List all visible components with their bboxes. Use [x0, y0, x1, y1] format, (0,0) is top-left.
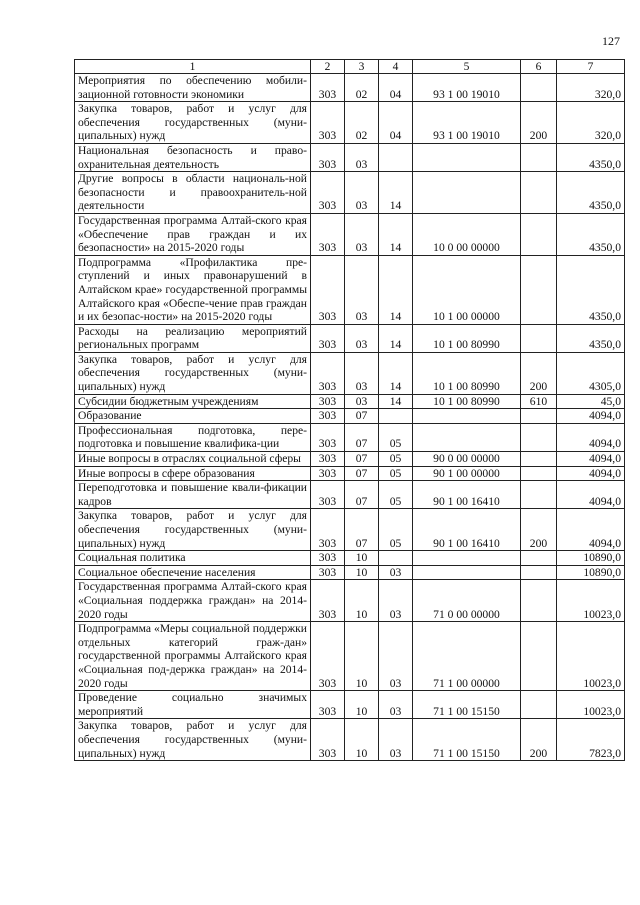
table-row	[75, 394, 625, 409]
expense-type-cell	[521, 565, 557, 580]
ministry-code-cell: 303	[311, 213, 345, 255]
subsection-code-cell: 05	[379, 481, 413, 509]
amount-cell: 4094,0	[557, 409, 625, 424]
table-row	[75, 622, 625, 691]
amount-cell: 4094,0	[557, 466, 625, 481]
item-name-cell: Субсидии бюджетным учреждениям	[75, 394, 311, 409]
subsection-code-cell	[379, 551, 413, 566]
ministry-code-cell: 303	[311, 172, 345, 214]
header-cell: 7	[557, 60, 625, 74]
item-name-cell: Иные вопросы в отраслях социальной сферы	[75, 452, 311, 467]
table-row	[75, 74, 625, 102]
target-article-cell: 71 1 00 15150	[413, 719, 521, 761]
target-article-cell: 93 1 00 19010	[413, 102, 521, 144]
subsection-code-cell: 14	[379, 213, 413, 255]
section-code-cell: 03	[345, 143, 379, 171]
subsection-code-cell	[379, 409, 413, 424]
item-name-cell: Мероприятия по обеспечению мобили-зационной готовности экономики	[75, 74, 311, 102]
target-article-cell: 90 0 00 00000	[413, 452, 521, 467]
table-row	[75, 255, 625, 324]
ministry-code-cell: 303	[311, 580, 345, 622]
expense-type-cell	[521, 691, 557, 719]
amount-cell: 7823,0	[557, 719, 625, 761]
item-name-cell: Профессиональная подготовка, пере-подготовка и повышение квалифика-ции	[75, 423, 311, 451]
section-code-cell: 03	[345, 172, 379, 214]
table-row	[75, 691, 625, 719]
budget-table	[74, 59, 625, 761]
amount-cell: 4350,0	[557, 255, 625, 324]
section-code-cell: 03	[345, 352, 379, 394]
table-row	[75, 580, 625, 622]
item-name-cell: Закупка товаров, работ и услуг для обеспечения государственных (муни-ципальных) нужд	[75, 509, 311, 551]
target-article-cell: 10 1 00 00000	[413, 255, 521, 324]
section-code-cell: 07	[345, 409, 379, 424]
table-body	[75, 74, 625, 761]
section-code-cell: 10	[345, 565, 379, 580]
section-code-cell: 07	[345, 452, 379, 467]
section-code-cell: 02	[345, 102, 379, 144]
amount-cell: 4350,0	[557, 143, 625, 171]
subsection-code-cell: 03	[379, 719, 413, 761]
section-code-cell: 10	[345, 580, 379, 622]
target-article-cell: 93 1 00 19010	[413, 74, 521, 102]
section-code-cell: 07	[345, 423, 379, 451]
table-row	[75, 565, 625, 580]
item-name-cell: Социальная политика	[75, 551, 311, 566]
header-cell: 6	[521, 60, 557, 74]
table-row	[75, 324, 625, 352]
item-name-cell: Переподготовка и повышение квали-фикации кадров	[75, 481, 311, 509]
subsection-code-cell: 14	[379, 172, 413, 214]
subsection-code-cell: 05	[379, 452, 413, 467]
ministry-code-cell: 303	[311, 452, 345, 467]
ministry-code-cell: 303	[311, 622, 345, 691]
amount-cell: 4094,0	[557, 481, 625, 509]
target-article-cell	[413, 551, 521, 566]
ministry-code-cell: 303	[311, 324, 345, 352]
item-name-cell: Социальное обеспечение населения	[75, 565, 311, 580]
amount-cell: 10023,0	[557, 691, 625, 719]
subsection-code-cell: 14	[379, 352, 413, 394]
target-article-cell	[413, 172, 521, 214]
ministry-code-cell: 303	[311, 352, 345, 394]
expense-type-cell	[521, 423, 557, 451]
ministry-code-cell: 303	[311, 409, 345, 424]
ministry-code-cell: 303	[311, 466, 345, 481]
section-code-cell: 07	[345, 509, 379, 551]
target-article-cell: 71 0 00 00000	[413, 580, 521, 622]
subsection-code-cell: 03	[379, 580, 413, 622]
section-code-cell: 07	[345, 481, 379, 509]
expense-type-cell	[521, 172, 557, 214]
ministry-code-cell: 303	[311, 143, 345, 171]
section-code-cell: 03	[345, 394, 379, 409]
section-code-cell: 03	[345, 255, 379, 324]
expense-type-cell	[521, 622, 557, 691]
item-name-cell: Подпрограмма «Меры социальной поддержки отдельных категорий граж-дан» государственной программы Алтайского края «Социальная под-держка граждан» на 2014-2020 годы	[75, 622, 311, 691]
table-row	[75, 213, 625, 255]
ministry-code-cell: 303	[311, 691, 345, 719]
ministry-code-cell: 303	[311, 509, 345, 551]
target-article-cell: 10 1 00 80990	[413, 352, 521, 394]
table-row	[75, 466, 625, 481]
ministry-code-cell: 303	[311, 255, 345, 324]
ministry-code-cell: 303	[311, 551, 345, 566]
amount-cell: 4350,0	[557, 172, 625, 214]
amount-cell: 4094,0	[557, 509, 625, 551]
expense-type-cell	[521, 551, 557, 566]
target-article-cell: 10 1 00 80990	[413, 324, 521, 352]
expense-type-cell	[521, 74, 557, 102]
subsection-code-cell: 14	[379, 324, 413, 352]
ministry-code-cell: 303	[311, 423, 345, 451]
header-cell: 2	[311, 60, 345, 74]
section-code-cell: 03	[345, 213, 379, 255]
amount-cell: 45,0	[557, 394, 625, 409]
expense-type-cell: 200	[521, 509, 557, 551]
expense-type-cell: 200	[521, 352, 557, 394]
header-cell: 3	[345, 60, 379, 74]
expense-type-cell	[521, 452, 557, 467]
item-name-cell: Закупка товаров, работ и услуг для обеспечения государственных (муни-ципальных) нужд	[75, 352, 311, 394]
subsection-code-cell: 05	[379, 466, 413, 481]
amount-cell: 4094,0	[557, 423, 625, 451]
table-row	[75, 551, 625, 566]
expense-type-cell: 200	[521, 719, 557, 761]
table-row	[75, 481, 625, 509]
expense-type-cell	[521, 324, 557, 352]
target-article-cell	[413, 143, 521, 171]
subsection-code-cell: 14	[379, 394, 413, 409]
header-cell: 5	[413, 60, 521, 74]
amount-cell: 10023,0	[557, 622, 625, 691]
item-name-cell: Государственная программа Алтай-ского края «Обеспечение прав граждан и их безопасности» на 2015-2020 годы	[75, 213, 311, 255]
table-row	[75, 409, 625, 424]
section-code-cell: 10	[345, 551, 379, 566]
subsection-code-cell: 03	[379, 565, 413, 580]
ministry-code-cell: 303	[311, 481, 345, 509]
table-row	[75, 452, 625, 467]
expense-type-cell: 200	[521, 102, 557, 144]
ministry-code-cell: 303	[311, 394, 345, 409]
target-article-cell: 71 1 00 15150	[413, 691, 521, 719]
ministry-code-cell: 303	[311, 74, 345, 102]
expense-type-cell	[521, 580, 557, 622]
expense-type-cell	[521, 409, 557, 424]
target-article-cell	[413, 565, 521, 580]
expense-type-cell	[521, 213, 557, 255]
item-name-cell: Закупка товаров, работ и услуг для обеспечения государственных (муни-ципальных) нужд	[75, 102, 311, 144]
expense-type-cell	[521, 255, 557, 324]
amount-cell: 4350,0	[557, 324, 625, 352]
target-article-cell: 71 1 00 00000	[413, 622, 521, 691]
item-name-cell: Государственная программа Алтай-ского края «Социальная поддержка граждан» на 2014-2020 годы	[75, 580, 311, 622]
table-row	[75, 143, 625, 171]
ministry-code-cell: 303	[311, 719, 345, 761]
amount-cell: 4305,0	[557, 352, 625, 394]
subsection-code-cell: 14	[379, 255, 413, 324]
item-name-cell: Национальная безопасность и право-охранительная деятельность	[75, 143, 311, 171]
target-article-cell: 90 1 00 16410	[413, 481, 521, 509]
amount-cell: 10890,0	[557, 565, 625, 580]
section-code-cell: 10	[345, 691, 379, 719]
section-code-cell: 07	[345, 466, 379, 481]
header-cell: 1	[75, 60, 311, 74]
item-name-cell: Подпрограмма «Профилактика пре-ступлений и иных правонарушений в Алтайском крае» государственной программы Алтайского края «Обеспе-чение прав граждан и их безопас-ности» на 2015-2020 годы	[75, 255, 311, 324]
section-code-cell: 02	[345, 74, 379, 102]
header-cell: 4	[379, 60, 413, 74]
amount-cell: 4094,0	[557, 452, 625, 467]
expense-type-cell: 610	[521, 394, 557, 409]
table-row	[75, 423, 625, 451]
subsection-code-cell: 03	[379, 622, 413, 691]
target-article-cell	[413, 423, 521, 451]
subsection-code-cell: 05	[379, 423, 413, 451]
target-article-cell	[413, 409, 521, 424]
item-name-cell: Иные вопросы в сфере образования	[75, 466, 311, 481]
amount-cell: 320,0	[557, 102, 625, 144]
subsection-code-cell: 03	[379, 691, 413, 719]
amount-cell: 4350,0	[557, 213, 625, 255]
expense-type-cell	[521, 143, 557, 171]
item-name-cell: Образование	[75, 409, 311, 424]
target-article-cell: 10 0 00 00000	[413, 213, 521, 255]
ministry-code-cell: 303	[311, 565, 345, 580]
expense-type-cell	[521, 466, 557, 481]
table-row	[75, 509, 625, 551]
subsection-code-cell	[379, 143, 413, 171]
page-number: 127	[602, 34, 620, 48]
section-code-cell: 10	[345, 719, 379, 761]
item-name-cell: Расходы на реализацию мероприятий региональных программ	[75, 324, 311, 352]
item-name-cell: Закупка товаров, работ и услуг для обеспечения государственных (муни-ципальных) нужд	[75, 719, 311, 761]
table-row	[75, 719, 625, 761]
target-article-cell: 90 1 00 00000	[413, 466, 521, 481]
amount-cell: 10890,0	[557, 551, 625, 566]
table-row	[75, 352, 625, 394]
target-article-cell: 10 1 00 80990	[413, 394, 521, 409]
expense-type-cell	[521, 481, 557, 509]
section-code-cell: 10	[345, 622, 379, 691]
table-row	[75, 102, 625, 144]
item-name-cell: Проведение социально значимых мероприятий	[75, 691, 311, 719]
subsection-code-cell: 04	[379, 102, 413, 144]
section-code-cell: 03	[345, 324, 379, 352]
amount-cell: 10023,0	[557, 580, 625, 622]
subsection-code-cell: 05	[379, 509, 413, 551]
item-name-cell: Другие вопросы в области националь-ной безопасности и правоохранитель-ной деятельности	[75, 172, 311, 214]
target-article-cell: 90 1 00 16410	[413, 509, 521, 551]
table-header-row	[75, 60, 625, 74]
amount-cell: 320,0	[557, 74, 625, 102]
ministry-code-cell: 303	[311, 102, 345, 144]
subsection-code-cell: 04	[379, 74, 413, 102]
table-row	[75, 172, 625, 214]
